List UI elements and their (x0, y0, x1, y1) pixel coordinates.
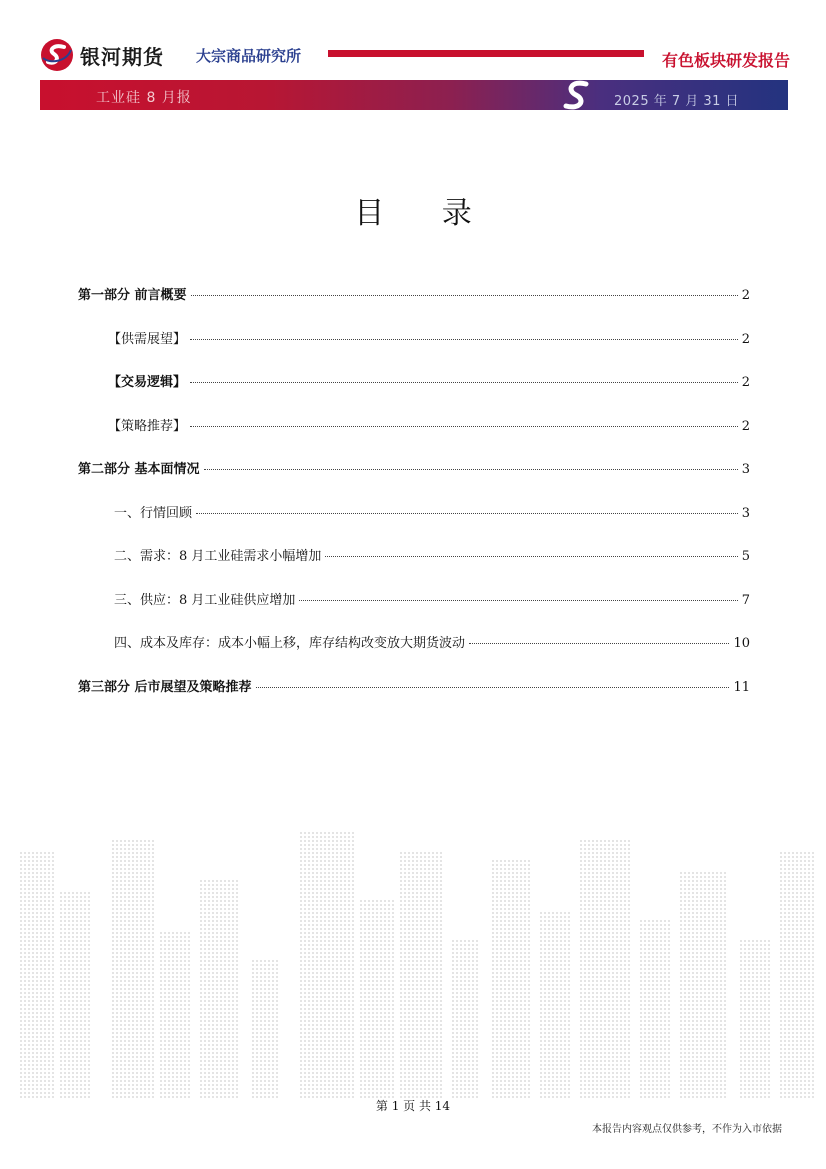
table-of-contents (78, 284, 750, 719)
toc-entry-page: 7 (741, 592, 750, 608)
toc-entry-page: 3 (741, 505, 750, 521)
institute-name: 大宗商品研究所 (196, 47, 302, 65)
swoosh-logo-icon (560, 78, 594, 112)
toc-leader (325, 556, 737, 557)
toc-leader (191, 295, 738, 296)
toc-leader (299, 600, 737, 601)
toc-entry-page: 3 (741, 462, 750, 477)
toc-title: 目 录 (354, 196, 496, 231)
header-red-rule (328, 50, 644, 57)
toc-entry-page: 2 (741, 418, 750, 434)
toc-entry[interactable] (78, 328, 750, 372)
skyline-watermark (0, 820, 826, 1100)
toc-entry-label: 【交易逻辑】 (108, 375, 187, 390)
toc-entry-label: 第三部分 后市展望及策略推荐 (78, 679, 252, 695)
galaxy-logo-icon (40, 38, 74, 72)
toc-leader (256, 687, 730, 688)
disclaimer: 本报告内容观点仅供参考，不作为入市依据 (592, 1124, 782, 1135)
toc-entry-page: 2 (741, 375, 750, 390)
toc-entry-label: 一、行情回顾 (114, 505, 193, 521)
toc-entry-label: 四、成本及库存：成本小幅上移，库存结构改变放大期货波动 (114, 636, 466, 651)
page-number: 第 1 页 共 14 (375, 1099, 451, 1113)
toc-leader (469, 643, 729, 644)
toc-entry-label: 第一部分 前言概要 (78, 288, 187, 303)
toc-entry[interactable] (78, 502, 750, 546)
toc-entry-page: 10 (733, 636, 750, 651)
report-type: 有色板块研发报告 (661, 51, 790, 70)
toc-entry-page: 11 (733, 679, 750, 695)
toc-entry[interactable] (78, 458, 750, 502)
toc-leader (204, 469, 738, 470)
toc-leader (196, 513, 738, 514)
brand-name: 银河期货 (80, 45, 164, 69)
banner-title: 工业硅 8 月报 (96, 90, 192, 106)
toc-entry-page: 5 (741, 549, 750, 564)
toc-leader (190, 382, 738, 383)
toc-entry-page: 2 (741, 331, 750, 347)
toc-entry-label: 【供需展望】 (108, 331, 187, 347)
toc-leader (190, 339, 738, 340)
toc-entry-label: 三、供应：8 月工业硅供应增加 (114, 592, 296, 608)
toc-entry-label: 第二部分 基本面情况 (78, 462, 200, 477)
toc-entry[interactable] (78, 415, 750, 459)
toc-entry[interactable] (78, 632, 750, 676)
toc-entry-page: 2 (741, 288, 750, 303)
toc-entry-label: 【策略推荐】 (108, 418, 187, 434)
toc-leader (190, 426, 738, 427)
toc-entry[interactable] (78, 676, 750, 720)
toc-entry[interactable] (78, 371, 750, 415)
toc-entry-label: 二、需求：8 月工业硅需求小幅增加 (114, 549, 322, 564)
report-date: 2025 年 7 月 31 日 (614, 94, 740, 109)
toc-entry[interactable] (78, 589, 750, 633)
toc-entry[interactable] (78, 545, 750, 589)
toc-entry[interactable] (78, 284, 750, 328)
